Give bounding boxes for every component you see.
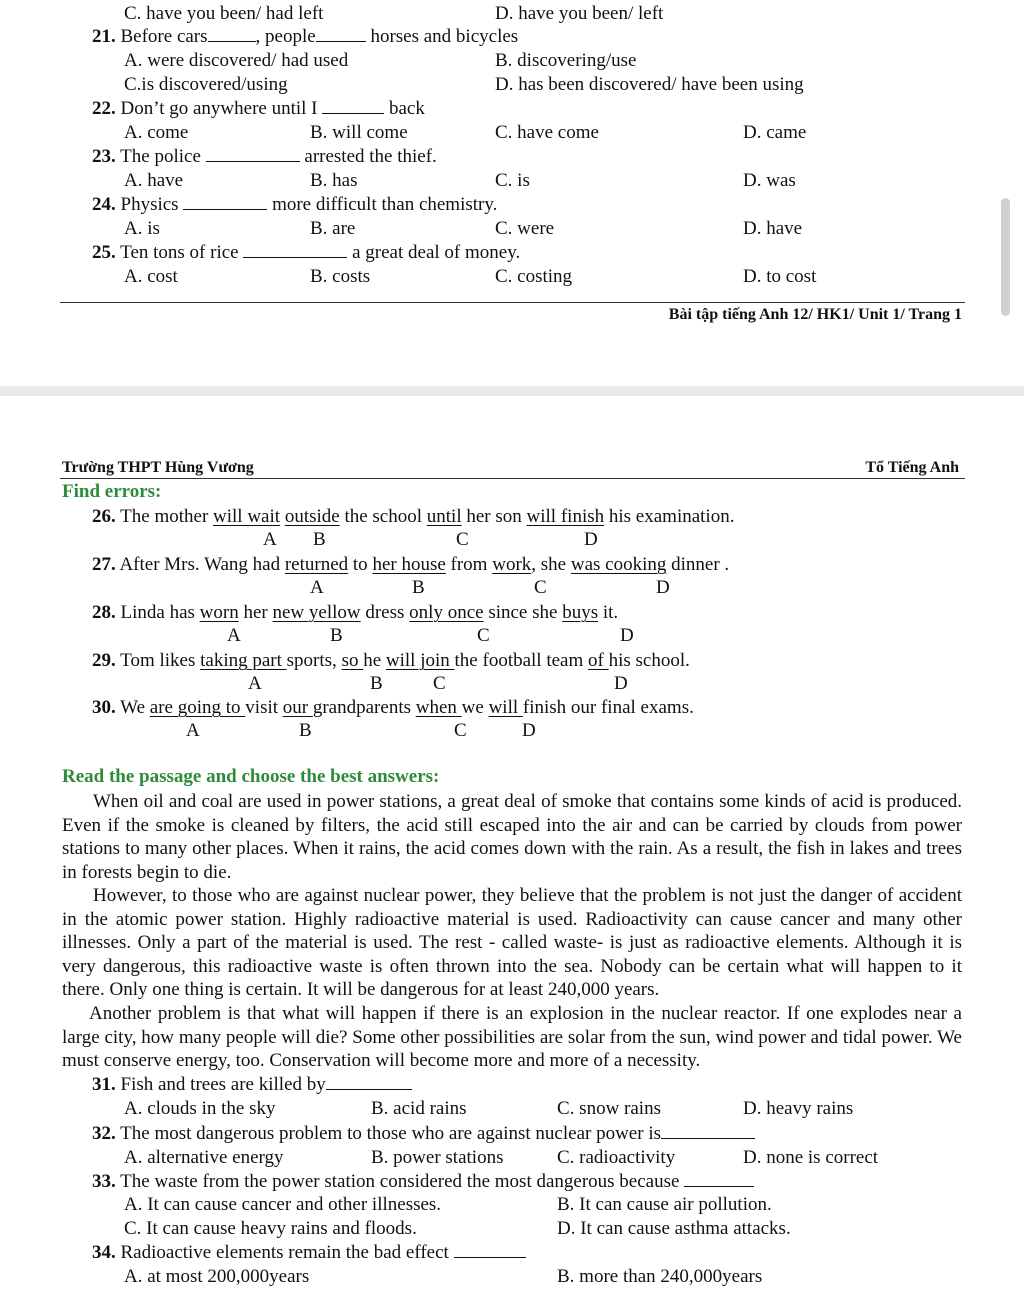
question-23: 23. The police arrested the thief. [92, 146, 437, 167]
error-option-c: work [492, 554, 532, 575]
header-divider [60, 478, 965, 479]
q25-option-c: C. costing [495, 266, 573, 287]
q32-option-d: D. none is correct [743, 1147, 879, 1168]
reading-question-34: 34. Radioactive elements remain the bad effect [92, 1241, 526, 1265]
answer-blank [454, 1241, 526, 1258]
question-21: 21. Before cars , people horses and bicycles [92, 26, 519, 47]
letter-b: B [370, 673, 383, 694]
answer-blank [243, 241, 347, 258]
question-25: 25. Ten tons of rice a great deal of money. [92, 242, 521, 263]
page-footer: Bài tập tiếng Anh 12/ HK1/ Unit 1/ Trang 1 [668, 306, 962, 323]
answer-blank [326, 1073, 412, 1090]
q23-option-d: D. was [743, 170, 796, 191]
q32-option-b: B. power stations [371, 1147, 504, 1168]
answer-blank [206, 145, 300, 162]
error-option-a: taking part [200, 650, 287, 671]
q20-option-c: C. have you been/ had left [124, 3, 324, 24]
error-option-c: only once [409, 602, 484, 623]
reading-question-33: 33. The waste from the power station considered the most dangerous because [92, 1170, 754, 1194]
q33-option-b: B. It can cause air pollution. [557, 1194, 772, 1215]
q25-option-a: A. cost [124, 266, 178, 287]
q25-option-b: B. costs [310, 266, 371, 287]
letter-a: A [186, 720, 200, 741]
letter-b: B [313, 529, 326, 550]
error-option-c: until [426, 506, 462, 527]
passage-paragraph-3: Another problem is that what will happen if there is an explosion in the nuclear reactor. If one explodes near a large city, how many people will die? Some other possibilities are solar from the sun, wind power and tidal power. We must conserve energy, too. Conservation will become more and more of a necessity. [62, 1003, 962, 1071]
error-option-b: new yellow [272, 602, 361, 623]
q24-option-c: C. were [495, 218, 555, 239]
error-option-a: will wait [213, 506, 281, 527]
error-option-c: will join [385, 650, 455, 671]
letter-d: D [614, 673, 628, 694]
find-errors-title: Find errors: [62, 481, 162, 502]
q22-option-a: A. come [124, 122, 189, 143]
error-option-b: so [341, 650, 364, 671]
error-option-d: buys [562, 602, 599, 623]
question-24: 24. Physics more difficult than chemistry. [92, 194, 498, 215]
answer-blank [322, 97, 384, 114]
question-number: 25. [92, 242, 116, 263]
scrollbar-thumb[interactable] [1001, 198, 1010, 316]
letter-a: A [248, 673, 262, 694]
error-option-c: when [415, 697, 462, 718]
error-option-d: of [588, 650, 609, 671]
q20-option-d: D. have you been/ left [495, 3, 664, 24]
q31-option-b: B. acid rains [371, 1098, 467, 1119]
answer-blank [316, 25, 366, 42]
q23-option-c: C. is [495, 170, 530, 191]
error-question-30: 30. We are going to visit our grandparents when we will finish our final exams. [92, 697, 694, 718]
error-option-d: will finish [526, 506, 605, 527]
q34-option-b: B. more than 240,000years [557, 1266, 763, 1287]
question-number: 23. [92, 146, 116, 167]
error-question-27: 27. After Mrs. Wang had returned to her house from work, she was cooking dinner . [92, 554, 730, 575]
passage-paragraph-1: When oil and coal are used in power stations, a great deal of smoke that contains some kinds of acid is produced. Even if the smoke is cleaned by filters, the acid still escaped into the air and can be carried by clouds from power stations to many other places. When it rains, the acid comes down with the rain. As a result, the fish in lakes and trees in forests begin to die. [62, 791, 962, 883]
q32-option-c: C. radioactivity [557, 1147, 676, 1168]
error-option-a: are going to [149, 697, 246, 718]
letter-a: A [263, 529, 277, 550]
reading-question-31: 31. Fish and trees are killed by [92, 1073, 412, 1097]
question-number: 22. [92, 98, 116, 119]
q21-option-c: C.is discovered/using [124, 74, 288, 95]
error-option-a: returned [284, 554, 349, 575]
letter-c: C [534, 577, 547, 598]
question-22: 22. Don’t go anywhere until I back [92, 98, 425, 119]
error-question-28: 28. Linda has worn her new yellow dress only once since she buys it. [92, 602, 619, 623]
letter-d: D [620, 625, 634, 646]
error-option-d: will [488, 697, 523, 718]
q21-option-a: A. were discovered/ had used [124, 50, 349, 71]
header-department: Tổ Tiếng Anh [865, 459, 959, 476]
letter-c: C [433, 673, 446, 694]
letter-a: A [227, 625, 241, 646]
error-question-26: 26. The mother will wait outside the school until her son will finish his examination. [92, 506, 735, 527]
error-option-b: our [282, 697, 313, 718]
footer-divider [60, 302, 965, 303]
q21-option-d: D. has been discovered/ have been using [495, 74, 804, 95]
letter-a: A [310, 577, 324, 598]
letter-d: D [656, 577, 670, 598]
passage-paragraph-2: However, to those who are against nuclear power, they believe that the problem is not just the danger of accident in the atomic power station. Highly radioactive material is used. Radioactivity can cause cancer and many other illnesses. Only a part of the material is used. The rest - called waste- is just as radioactive elements. Although it is very dangerous, this radioactive waste is often thrown into the sea. Nobody can be certain what will happen to it there. Only one thing is certain. It will be dangerous for at least 240,000 years. [62, 885, 962, 1000]
q31-option-c: C. snow rains [557, 1098, 661, 1119]
page-gap [0, 386, 1024, 396]
letter-b: B [412, 577, 425, 598]
q23-option-b: B. has [310, 170, 358, 191]
letter-c: C [454, 720, 467, 741]
answer-blank [183, 193, 267, 210]
q24-option-a: A. is [124, 218, 160, 239]
q33-option-d: D. It can cause asthma attacks. [557, 1218, 791, 1239]
q34-option-a: A. at most 200,000years [124, 1266, 310, 1287]
q24-option-d: D. have [743, 218, 803, 239]
letter-b: B [299, 720, 312, 741]
question-number: 24. [92, 194, 116, 215]
answer-blank [684, 1170, 754, 1187]
reading-question-32: 32. The most dangerous problem to those who are against nuclear power is [92, 1122, 755, 1146]
q25-option-d: D. to cost [743, 266, 817, 287]
answer-blank [661, 1122, 755, 1139]
letter-b: B [330, 625, 343, 646]
q22-option-b: B. will come [310, 122, 408, 143]
q33-option-a: A. It can cause cancer and other illnesses. [124, 1194, 442, 1215]
error-option-b: her house [372, 554, 446, 575]
q22-option-c: C. have come [495, 122, 599, 143]
q31-option-a: A. clouds in the sky [124, 1098, 276, 1119]
error-option-a: worn [199, 602, 239, 623]
q22-option-d: D. came [743, 122, 807, 143]
error-question-29: 29. Tom likes taking part sports, so he will join the football team of his school. [92, 650, 690, 671]
answer-blank [208, 25, 256, 42]
q24-option-b: B. are [310, 218, 356, 239]
q32-option-a: A. alternative energy [124, 1147, 284, 1168]
question-number: 21. [92, 26, 116, 47]
letter-d: D [522, 720, 536, 741]
letter-d: D [584, 529, 598, 550]
q23-option-a: A. have [124, 170, 184, 191]
error-option-b: outside [284, 506, 340, 527]
q21-option-b: B. discovering/use [495, 50, 637, 71]
header-school: Trường THPT Hùng Vương [62, 459, 254, 476]
error-option-d: was cooking [570, 554, 667, 575]
q31-option-d: D. heavy rains [743, 1098, 854, 1119]
letter-c: C [456, 529, 469, 550]
q33-option-c: C. It can cause heavy rains and floods. [124, 1218, 417, 1239]
reading-title: Read the passage and choose the best answers: [62, 766, 440, 787]
letter-c: C [477, 625, 490, 646]
